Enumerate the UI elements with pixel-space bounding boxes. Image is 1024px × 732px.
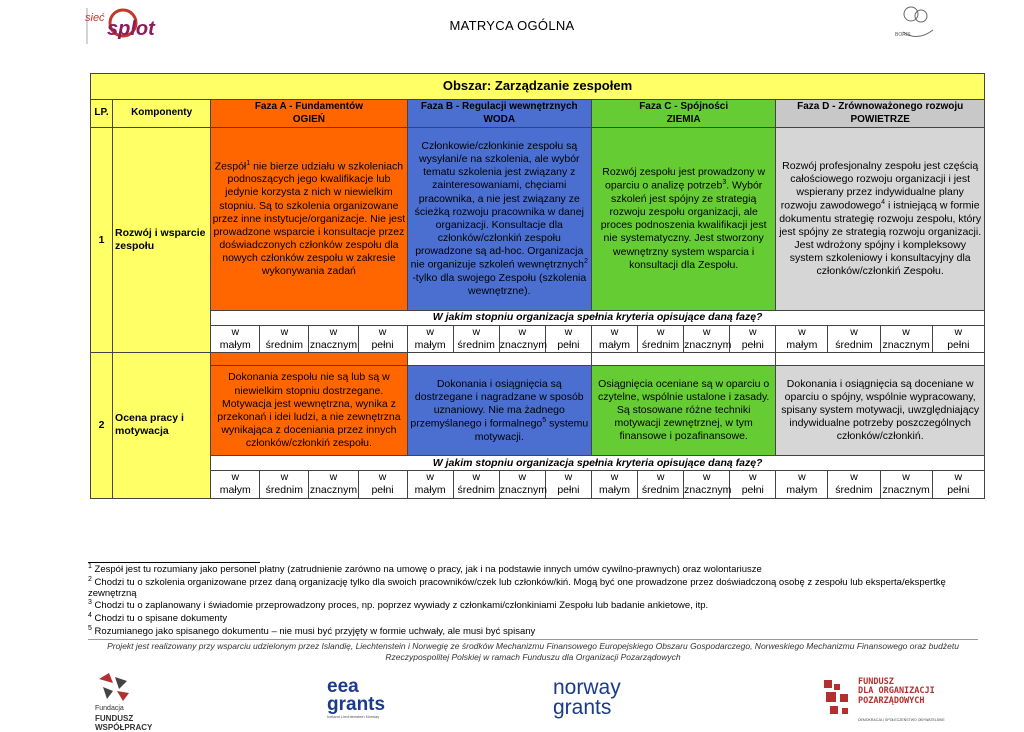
scale-option[interactable]: w znacznym (499, 326, 548, 352)
matrix-table (90, 73, 985, 499)
row-1-phase-c: Rozwój zespołu jest prowadzony w oparciu o analizę potrzeb$^3$. Wybór szkoleń jest spójny ze strategią rozwoju zespołu organizacji, ale proces podnoszenia kwalifikacji jest nie systematyczny. Jest stworzony wewnętrzny system wsparcia i konsultacji dla Zespołu. (591, 128, 775, 311)
scale-option[interactable]: w pełni (358, 471, 407, 498)
document-title: MATRYCA OGÓLNA (449, 18, 575, 33)
header-phase-d (776, 100, 985, 128)
phase-c-name: Faza C - Spójności (639, 101, 729, 112)
scale-option[interactable]: w pełni (545, 326, 591, 353)
scale-option[interactable]: w średnim (260, 326, 309, 353)
header-phase-c (591, 100, 775, 128)
scale-option[interactable]: w małym (776, 471, 828, 498)
header-components: Komponenty (113, 100, 211, 128)
scale-option[interactable]: w pełni (730, 471, 776, 498)
eea-text: eea (327, 676, 359, 697)
header-phase-b (407, 100, 591, 128)
fundusz-ngo-text: FUNDUSZ DLA ORGANIZACJI POZARZĄDOWYCH (858, 677, 935, 706)
scale-option[interactable]: w znacznym (309, 326, 358, 352)
row-2-phase-a: Dokonania zespołu nie są lub są w niewielkim stopniu dostrzegane. Motywacja jest wewnętrzna, wynika z przekonań i idei ludzi, a nie zewnętrzna wynikająca z doceniania przez innych członków/członkiń zespołu. (211, 366, 407, 456)
page-header (0, 0, 1024, 60)
eea-grants-text: grants (327, 694, 386, 716)
scale-option[interactable]: w pełni (932, 326, 984, 353)
scale-option[interactable]: w znacznym (880, 471, 932, 498)
scale-option[interactable]: w znacznym (684, 471, 732, 497)
row-2-phase-b-top (407, 353, 591, 366)
boris-figures-icon (895, 2, 939, 46)
row-1-criteria-question: W jakim stopniu organizacja spełnia kryteria opisujące daną fazę? (211, 311, 985, 326)
row-2-phase-c: Osiągnięcia oceniane są w oparciu o czytelne, wspólnie ustalone i zasady. Są stosowane różne techniki motywacji zewnętrznej, w tym finansowe i pozafinansowe. (591, 366, 775, 456)
row-2-phase-d-top (776, 353, 985, 366)
scale-option[interactable]: w średnim (453, 326, 499, 353)
scale-option[interactable]: w małym (407, 326, 453, 353)
row-2-phase-c-top (591, 353, 775, 366)
fundusz-wspolpracy-logo (95, 671, 165, 732)
footnote-2: $^2$ Chodzi tu o szkolenia organizowane przez daną organizację tylko dla swoich pracowników/czek lub członków/kiń. Mogą być one prowadzone przez doświadczoną osobę z zespołu lub eksperta/ekspertkę zewnętrzną (88, 575, 946, 599)
row-1-lp: 1 (91, 128, 113, 353)
logo-fundusz-wspolpracy-text: FUNDUSZ WSPÓŁPRACY (95, 714, 153, 732)
logo-siec-text: sieć (85, 12, 105, 24)
logo-splot-text: splot (107, 18, 155, 40)
row-1-scale (91, 326, 985, 353)
scale-option[interactable]: w pełni (932, 471, 984, 498)
phase-d-element: POWIETRZE (850, 113, 910, 125)
boris-logo (895, 2, 939, 46)
scale-option[interactable]: w znacznym (684, 326, 732, 352)
scale-option[interactable]: w średnim (638, 471, 684, 498)
scale-option[interactable]: w małym (776, 326, 828, 353)
eea-small-text: Iceland Liechtenstein Norway (327, 714, 380, 720)
footnote-3: $^3$ Chodzi tu o zaplanowany i świadomie przeprowadzony proces, np. poprzez wywiady z członkami/członkiniami Zespołu lub badanie ankietowe, itp. (88, 599, 709, 612)
scale-option[interactable]: w małym (211, 326, 260, 353)
phase-a-name: Faza A - Fundamentów (254, 101, 363, 112)
row-2-phase-d: Dokonania i osiągnięcia są doceniane w oparciu o spójny, wspólnie wypracowany, spisany system motywacji, uwzględniający indywidualne potrzeby poszczególnych członków/członkiń. (776, 366, 985, 456)
scale-option[interactable]: w średnim (260, 471, 309, 498)
fundusz-ngo-small-text: DEMOKRACJA I SPOŁECZEŃSTWO OBYWATELSKIE (858, 718, 945, 722)
fundusz-wspolpracy-mark-icon (95, 671, 135, 701)
scale-option[interactable]: w średnim (638, 326, 684, 353)
footnotes (88, 563, 968, 638)
area-title: Obszar: Zarządzanie zespołem (91, 74, 985, 100)
scale-option[interactable]: w pełni (730, 326, 776, 353)
norway-grants-text: grants (553, 695, 612, 719)
phase-d-name: Faza D - Zrównoważonego rozwoju (797, 101, 964, 112)
phase-b-name: Faza B - Regulacji wewnętrznych (420, 101, 578, 112)
fundusz-ngo-pixel-icon (822, 678, 854, 722)
row-2-scale (91, 471, 985, 498)
funding-statement: Projekt jest realizowany przy wsparciu udzielonym przez Islandię, Liechtenstein i Norwegię ze środków Mechanizmu Finansowego Europejskiego Obszaru Gospodarczego, Norweskiego Mechanizmu Finansowego oraz budżetu Rzeczypospolitej Polskiej w ramach Funduszu dla Organizacji Pozarządowych (107, 641, 959, 663)
norway-text: norway (553, 676, 621, 699)
scale-option[interactable]: w średnim (453, 471, 499, 498)
scale-option[interactable]: w znacznym (309, 471, 358, 497)
footnote-1: $^1$ Zespół jest tu rozumiany jako personel płatny (zatrudnienie zarówno na umowę o pracy, jak i na podstawie innych umów cywilno-prawnych) oraz wolontariusze (88, 563, 762, 576)
logo-fundacja-text: Fundacja (95, 705, 124, 712)
phase-a-element: OGIEŃ (292, 113, 326, 125)
eea-grants-logo (327, 678, 385, 719)
boris-logo-text: BORIS (895, 32, 911, 38)
row-2-lp: 2 (91, 353, 113, 498)
row-1-component: Rozwój i wsparcie zespołu (113, 128, 211, 353)
row-2-component: Ocena pracy i motywacja (113, 353, 211, 498)
sponsor-logos (0, 668, 1024, 732)
norway-grants-logo (553, 678, 621, 718)
header-lp: LP. (91, 100, 113, 128)
scale-option[interactable]: w małym (591, 326, 637, 353)
funding-divider (88, 639, 978, 640)
scale-option[interactable]: w małym (407, 471, 453, 498)
scale-option[interactable]: w znacznym (880, 326, 932, 353)
scale-option[interactable]: w średnim (828, 326, 880, 353)
scale-option[interactable]: w małym (211, 471, 260, 498)
row-1-phase-a: Zespół$^1$ nie bierze udziału w szkoleniach podnoszących jego kwalifikacje lub jedynie korzysta z nich w niewielkim stopniu. Są to szkolenia organizowane przez inne instytucje/organizacje. Nie jest prowadzone wsparcie i konsultacje przez doświadczonych członków zespołu dla nowych członków zespołu w zakresie wykonywania zadań (211, 128, 407, 311)
footnote-5: $^5$ Rozumianego jako spisanego dokumentu – nie musi być przyjęty w formie uchwały, ale musi być spisany (88, 624, 536, 637)
row-2-criteria-question: W jakim stopniu organizacja spełnia kryteria opisujące daną fazę? (211, 456, 985, 471)
row-1-phase-b: Członkowie/członkinie zespołu są wysyłani/e na szkolenia, ale wybór tematu szkolenia jest związany z zainteresowaniami, chęciami pracownika, a nie jest związany ze ścieżką rozwoju pracownika w danej organizacji. Konsultacje dla członków/członkiń zespołu prowadzone są ad-hoc. Organizacja nie organizuje szkoleń wewnętrznych$^2$ -tylko dla swojego Zespołu (szkolenia wewnętrzne). (407, 128, 591, 311)
row-2-phase-b: Dokonania i osiągnięcia są dostrzegane i nagradzane w sposób uznaniowy. Nie ma żadnego przemyślanego i formalnego$^5$ systemu motywacji. (407, 366, 591, 456)
row-2-phase-a-top (211, 353, 407, 366)
row-1-phase-d: Rozwój profesjonalny zespołu jest częścią całościowego rozwoju organizacji i jest wspierany przez indywidualne plany rozwoju zawodowego$^4$ i istniejącą w formie dokumentu strategię rozwoju zespołu, który jest spójny ze strategią rozwoju organizacji. Jest wdrożony spójny i kompleksowy system szkoleniowy i konsultacyjny dla członków/członkiń Zespołu. (776, 128, 985, 311)
phase-b-element: WODA (483, 113, 516, 125)
footnote-4: $^4$ Chodzi tu o spisane dokumenty (88, 611, 228, 625)
fundusz-ngo-logo (822, 677, 945, 727)
phase-c-element: ZIEMIA (666, 113, 701, 125)
scale-option[interactable]: w małym (591, 471, 637, 498)
scale-option[interactable]: w średnim (828, 471, 880, 498)
header-phase-a (211, 100, 407, 128)
scale-option[interactable]: w pełni (545, 471, 591, 498)
scale-option[interactable]: w znacznym (499, 471, 548, 497)
scale-option[interactable]: w pełni (358, 326, 407, 353)
